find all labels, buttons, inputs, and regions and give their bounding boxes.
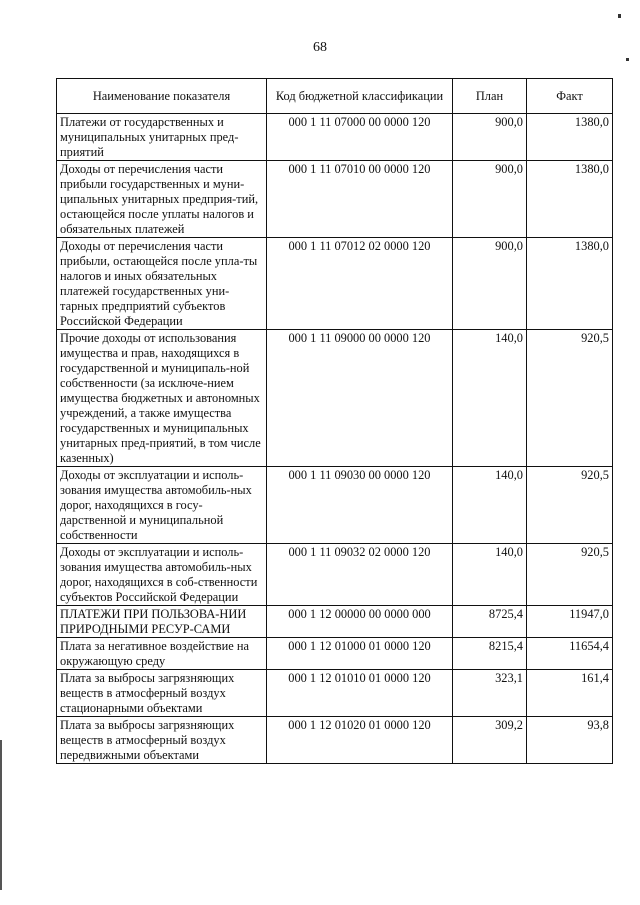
row-code: 000 1 11 07000 00 0000 120 bbox=[267, 114, 453, 161]
row-fact: 93,8 bbox=[527, 717, 613, 764]
row-name: Плата за негативное воздействие на окружающую среду bbox=[57, 638, 267, 670]
row-fact: 1380,0 bbox=[527, 238, 613, 330]
table-row bbox=[57, 638, 613, 670]
row-code: 000 1 12 01000 01 0000 120 bbox=[267, 638, 453, 670]
table-row bbox=[57, 717, 613, 764]
row-plan: 8215,4 bbox=[453, 638, 527, 670]
row-plan: 140,0 bbox=[453, 544, 527, 606]
row-name: Прочие доходы от использования имущества и прав, находящихся в государственной и муниципаль-ной собственности (за исключе-нием имущества бюджетных и автономных учреждений, а также имущества государственных и муниципальных унитарных пред-приятий, в том числе казенных) bbox=[57, 330, 267, 467]
row-name: Доходы от перечисления части прибыли, остающейся после упла-ты налогов и иных обязательных платежей государственных уни-тарных предприятий субъектов Российской Федерации bbox=[57, 238, 267, 330]
table-row bbox=[57, 670, 613, 717]
row-code: 000 1 12 00000 00 0000 000 bbox=[267, 606, 453, 638]
row-name: Платежи от государственных и муниципальных унитарных пред-приятий bbox=[57, 114, 267, 161]
table-header-row bbox=[57, 79, 613, 114]
row-name: Доходы от перечисления части прибыли государственных и муни-ципальных унитарных предприя-тий, остающейся после уплаты налогов и обязательных платежей bbox=[57, 161, 267, 238]
table-row bbox=[57, 330, 613, 467]
row-code: 000 1 11 07010 00 0000 120 bbox=[267, 161, 453, 238]
header-code: Код бюджетной классификации bbox=[267, 79, 453, 114]
header-fact: Факт bbox=[527, 79, 613, 114]
budget-table bbox=[56, 78, 613, 764]
row-plan: 900,0 bbox=[453, 114, 527, 161]
row-plan: 323,1 bbox=[453, 670, 527, 717]
row-plan: 140,0 bbox=[453, 330, 527, 467]
table-row bbox=[57, 544, 613, 606]
row-fact: 1380,0 bbox=[527, 114, 613, 161]
row-plan: 309,2 bbox=[453, 717, 527, 764]
row-plan: 900,0 bbox=[453, 238, 527, 330]
row-fact: 11654,4 bbox=[527, 638, 613, 670]
page-number: 68 bbox=[313, 40, 327, 55]
table-row bbox=[57, 467, 613, 544]
scan-speck bbox=[626, 58, 629, 61]
scan-edge-mark bbox=[0, 740, 2, 890]
row-plan: 900,0 bbox=[453, 161, 527, 238]
row-fact: 920,5 bbox=[527, 544, 613, 606]
table-row bbox=[57, 238, 613, 330]
row-fact: 161,4 bbox=[527, 670, 613, 717]
row-code: 000 1 12 01010 01 0000 120 bbox=[267, 670, 453, 717]
row-plan: 8725,4 bbox=[453, 606, 527, 638]
table-row bbox=[57, 606, 613, 638]
table-row bbox=[57, 114, 613, 161]
row-name: Плата за выбросы загрязняющих веществ в атмосферный воздух передвижными объектами bbox=[57, 717, 267, 764]
row-code: 000 1 11 09030 00 0000 120 bbox=[267, 467, 453, 544]
row-fact: 1380,0 bbox=[527, 161, 613, 238]
header-name: Наименование показателя bbox=[57, 79, 267, 114]
row-name: Доходы от эксплуатации и исполь-зования имущества автомобиль-ных дорог, находящихся в госу-дарственной и муниципальной собственности bbox=[57, 467, 267, 544]
table-row bbox=[57, 161, 613, 238]
row-fact: 920,5 bbox=[527, 467, 613, 544]
row-fact: 11947,0 bbox=[527, 606, 613, 638]
row-code: 000 1 11 09032 02 0000 120 bbox=[267, 544, 453, 606]
row-name: Доходы от эксплуатации и исполь-зования имущества автомобиль-ных дорог, находящихся в соб-ственности субъектов Российской Федерации bbox=[57, 544, 267, 606]
scan-speck bbox=[618, 14, 621, 18]
row-fact: 920,5 bbox=[527, 330, 613, 467]
row-code: 000 1 12 01020 01 0000 120 bbox=[267, 717, 453, 764]
row-plan: 140,0 bbox=[453, 467, 527, 544]
row-code: 000 1 11 09000 00 0000 120 bbox=[267, 330, 453, 467]
header-plan: План bbox=[453, 79, 527, 114]
row-name: ПЛАТЕЖИ ПРИ ПОЛЬЗОВА-НИИ ПРИРОДНЫМИ РЕСУР-САМИ bbox=[57, 606, 267, 638]
row-name: Плата за выбросы загрязняющих веществ в атмосферный воздух стационарными объектами bbox=[57, 670, 267, 717]
row-code: 000 1 11 07012 02 0000 120 bbox=[267, 238, 453, 330]
